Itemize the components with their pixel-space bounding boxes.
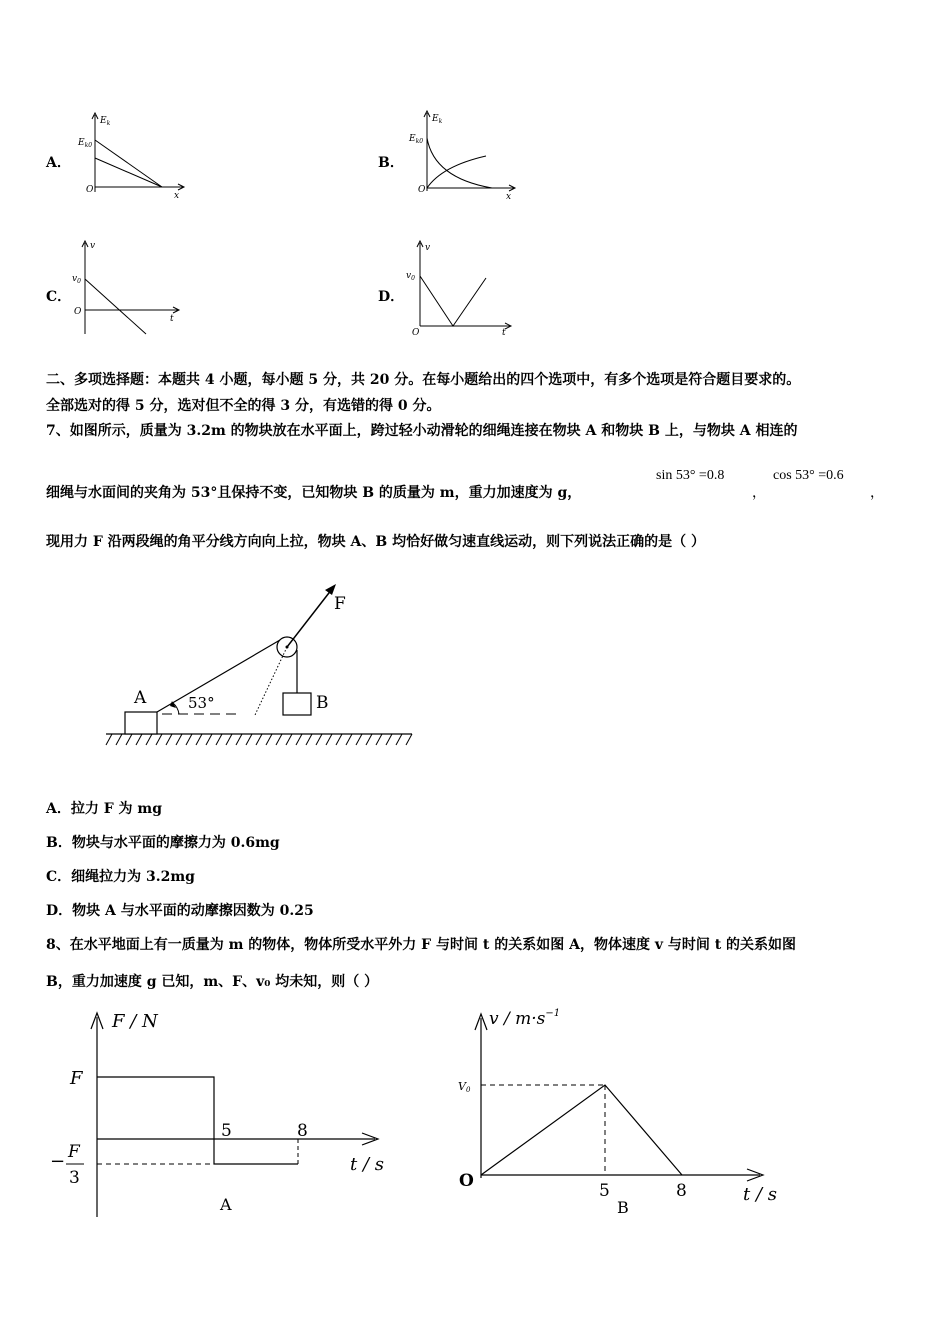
- t-axis-label: t / s: [350, 1154, 384, 1175]
- caption-b: B: [617, 1198, 629, 1217]
- formula-comma-1: ，: [752, 485, 766, 501]
- line-upper: [95, 140, 162, 187]
- q7-pulley-figure: [100, 575, 420, 755]
- origin-label: O: [74, 307, 82, 317]
- label-b: B: [316, 693, 329, 713]
- tick-5: 5: [599, 1181, 610, 1201]
- v-t-line: [85, 279, 146, 334]
- velocity-curve: [481, 1085, 682, 1175]
- graph-c-v-t: [70, 238, 190, 338]
- x-axis-label: t: [502, 328, 506, 338]
- q8-line2: B，重力加速度 g 已知，m、F、v₀ 均未知，则（ ）: [46, 974, 379, 990]
- q7-line3: 现用力 F 沿两段绳的角平分线方向向上拉，物块 A、B 均恰好做匀速直线运动，则下列说法正确的是（ ）: [46, 534, 706, 550]
- ground-hatch: [106, 734, 412, 745]
- y-axis-label: $v / m\cdot s^{-1}$: [489, 1008, 561, 1029]
- neg-sign: −: [50, 1151, 66, 1172]
- increasing-curve: [427, 156, 486, 188]
- f-label: F: [70, 1068, 83, 1089]
- v0-label: $v_0$: [406, 271, 415, 282]
- y-axis-label: F / N: [112, 1011, 158, 1032]
- graph-d-v-t: [402, 238, 522, 338]
- origin-label: O: [418, 185, 426, 195]
- origin-label: O: [412, 328, 420, 338]
- block-a: [125, 712, 157, 734]
- label-angle: 53°: [188, 694, 215, 712]
- q7-option-a: A．拉力 F 为 mg: [46, 801, 163, 817]
- sin-formula: sin 53° =0.8: [656, 468, 725, 483]
- cos-formula: cos 53° =0.6: [773, 468, 844, 483]
- q8-line1: 8、在水平地面上有一质量为 m 的物体，物体所受水平外力 F 与时间 t 的关系如图 A，物体速度 v 与时间 t 的关系如图: [46, 937, 797, 953]
- tick-8: 8: [297, 1121, 308, 1141]
- neg-denominator: 3: [69, 1168, 80, 1188]
- decreasing-curve: [427, 138, 492, 188]
- q7-option-d: D．物块 A 与水平面的动摩擦因数为 0.25: [46, 903, 314, 919]
- option-b-label: B．: [378, 155, 404, 171]
- v0-label: V0: [458, 1080, 471, 1094]
- tick-5: 5: [221, 1121, 232, 1141]
- x-axis-label: t: [170, 314, 174, 324]
- origin-label: O: [86, 185, 94, 195]
- y-axis-label: v: [90, 241, 96, 251]
- label-f: F: [334, 594, 346, 614]
- q7-option-c: C．细绳拉力为 3.2mg: [46, 869, 195, 885]
- y-axis-label: v: [425, 243, 431, 253]
- option-d-label: D．: [378, 289, 405, 305]
- q8-graph-a: [40, 1005, 400, 1220]
- q7-line1: 7、如图所示，质量为 3.2m 的物块放在水平面上，跨过轻小动滑轮的细绳连接在物块 A 和物块 B 上，与物块 A 相连的: [46, 423, 798, 439]
- graph-b-ek-x: [402, 108, 532, 203]
- q8-graph-b: [445, 1000, 795, 1222]
- section2-line2: 全部选对的得 5 分，选对但不全的得 3 分，有选错的得 0 分。: [46, 398, 441, 414]
- t-axis-label: t / s: [743, 1184, 777, 1205]
- block-b: [283, 693, 311, 715]
- ek0-label: $E_{k0}$: [409, 134, 424, 145]
- q7-option-b: B．物块与水平面的摩擦力为 0.6mg: [46, 835, 280, 851]
- ek0-label: $E_{k0}$: [78, 138, 93, 149]
- neg-numerator: F: [68, 1142, 80, 1162]
- option-c-label: C．: [46, 289, 72, 305]
- line-lower: [95, 158, 162, 187]
- y-axis-label: $E_k$: [100, 116, 111, 127]
- force-f-line: [287, 589, 332, 647]
- section2-line1: 二、多项选择题：本题共 4 小题，每小题 5 分，共 20 分。在每小题给出的四个选项中，有多个选项是符合题目要求的。: [46, 372, 801, 388]
- label-a: A: [134, 688, 147, 708]
- q7-line2: 细绳与水面间的夹角为 53°且保持不变，已知物块 B 的质量为 m，重力加速度为 g，: [46, 485, 582, 501]
- option-a-label: A．: [46, 155, 71, 171]
- formula-comma-2: ，: [870, 485, 884, 501]
- bisector-dotted: [255, 647, 287, 715]
- origin-label: O: [459, 1171, 474, 1191]
- x-axis-label: x: [506, 192, 512, 202]
- graph-a-ek-x: [70, 110, 200, 205]
- v-t-line: [420, 276, 486, 326]
- y-axis-label: $E_k$: [432, 114, 443, 125]
- force-curve: [97, 1077, 298, 1164]
- v0-label: $v_0$: [72, 274, 81, 285]
- tick-8: 8: [676, 1181, 687, 1201]
- x-axis-label: x: [174, 191, 180, 201]
- caption-a: A: [220, 1195, 232, 1214]
